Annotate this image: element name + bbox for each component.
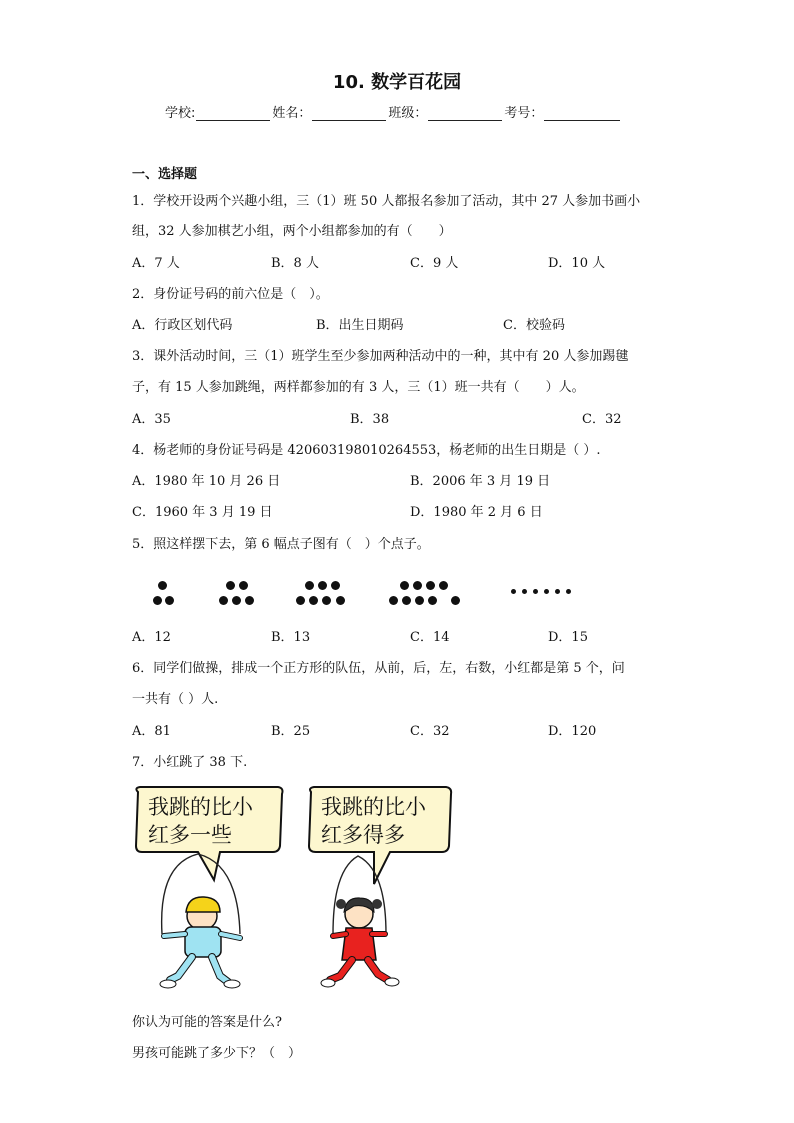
q2-line1: 2．身份证号码的前六位是（ ）。 (132, 287, 329, 302)
q2-option-a[interactable]: A．行政区划代码 (132, 318, 233, 333)
q7-question: 你认为可能的答案是什么? (132, 1015, 282, 1030)
q6-line1: 6．同学们做操，排成一个正方形的队伍，从前，后，左，右数，小红都是第 5 个，问 (132, 661, 625, 676)
jump-rope-illustration (128, 784, 458, 999)
q2-option-b[interactable]: B．出生日期码 (316, 318, 404, 333)
dot (232, 596, 241, 605)
q6-option-b[interactable]: B．25 (271, 724, 311, 739)
dot (533, 589, 538, 594)
dot (153, 596, 162, 605)
dot (451, 596, 460, 605)
q4-line1: 4．杨老师的身份证号码是 420603198010264553，杨老师的出生日期是（ ）. (132, 443, 601, 458)
exam-number-label: 考号： (504, 106, 544, 121)
page-title: 10. 数学百花园 (332, 72, 462, 93)
dot (309, 596, 318, 605)
section-title: 一、选择题 (132, 167, 198, 182)
dot (158, 581, 167, 590)
q3-option-c[interactable]: C．32 (582, 412, 622, 427)
q4-option-a[interactable]: A．1980 年 10 月 26 日 (132, 474, 281, 489)
dot (522, 589, 527, 594)
q6-option-a[interactable]: A．81 (132, 724, 171, 739)
dot (415, 596, 424, 605)
q4-option-b[interactable]: B．2006 年 3 月 19 日 (410, 474, 551, 489)
q2-option-c[interactable]: C．校验码 (503, 318, 565, 333)
school-blank[interactable] (196, 106, 270, 121)
girl-bubble-line1: 我跳的比小 (321, 795, 426, 819)
dot (296, 596, 305, 605)
q3-line1: 3．课外活动时间，三（1）班学生至少参加两种活动中的一种，其中有 20 人参加踢毽 (132, 349, 629, 364)
q1-option-d[interactable]: D．10 人 (548, 256, 606, 271)
class-label: 班级： (388, 106, 428, 121)
q1-line2: 组，32 人参加棋艺小组，两个小组都参加的有（ ） (132, 224, 452, 239)
dot (165, 596, 174, 605)
q6-option-d[interactable]: D．120 (548, 724, 597, 739)
dot (331, 581, 340, 590)
dot-pattern-figure (148, 576, 588, 612)
q5-option-c[interactable]: C．14 (410, 630, 450, 645)
dot (322, 596, 331, 605)
boy-bubble-line2: 红多一些 (148, 823, 232, 847)
school-label: 学校: (165, 106, 196, 121)
name-label: 姓名： (272, 106, 312, 121)
dot (239, 581, 248, 590)
dot (439, 581, 448, 590)
boy-figure (160, 854, 240, 988)
q6-line2: 一共有（ ）人. (132, 692, 219, 707)
q3-option-b[interactable]: B．38 (350, 412, 390, 427)
dot (245, 596, 254, 605)
dot (219, 596, 228, 605)
q5-line1: 5．照这样摆下去，第 6 幅点子图有（ ）个点子。 (132, 537, 430, 552)
q5-option-a[interactable]: A．12 (132, 630, 171, 645)
class-blank[interactable] (428, 106, 502, 121)
q5-option-d[interactable]: D．15 (548, 630, 588, 645)
boy-speech-bubble (136, 787, 283, 880)
dot (402, 596, 411, 605)
dot (226, 581, 235, 590)
dot (566, 589, 571, 594)
dot (305, 581, 314, 590)
dot (544, 589, 549, 594)
q1-line1: 1．学校开设两个兴趣小组，三（1）班 50 人都报名参加了活动，其中 27 人参加书画小 (132, 194, 641, 209)
q7-sub-question: 男孩可能跳了多少下？（ ） (132, 1046, 302, 1061)
girl-bubble-line2: 红多得多 (321, 823, 405, 847)
q4-option-c[interactable]: C．1960 年 3 月 19 日 (132, 505, 273, 520)
girl-speech-bubble (309, 787, 451, 884)
q3-option-a[interactable]: A．35 (132, 412, 171, 427)
name-blank[interactable] (312, 106, 386, 121)
dot (336, 596, 345, 605)
exam-number-blank[interactable] (544, 106, 620, 121)
dot (318, 581, 327, 590)
dot (389, 596, 398, 605)
dot (428, 596, 437, 605)
q4-option-d[interactable]: D．1980 年 2 月 6 日 (410, 505, 543, 520)
q7-line1: 7．小红跳了 38 下. (132, 755, 248, 770)
dot (400, 581, 409, 590)
dot (426, 581, 435, 590)
dot (413, 581, 422, 590)
girl-figure (321, 856, 399, 987)
q6-option-c[interactable]: C．32 (410, 724, 450, 739)
q1-option-b[interactable]: B．8 人 (271, 256, 319, 271)
dot (555, 589, 560, 594)
boy-bubble-line1: 我跳的比小 (148, 795, 253, 819)
q5-option-b[interactable]: B．13 (271, 630, 311, 645)
student-info-row (165, 102, 622, 121)
q1-option-c[interactable]: C．9 人 (410, 256, 459, 271)
q3-line2: 子，有 15 人参加跳绳，两样都参加的有 3 人，三（1）班一共有（ ）人。 (132, 380, 585, 395)
q1-option-a[interactable]: A．7 人 (132, 256, 180, 271)
dot (511, 589, 516, 594)
